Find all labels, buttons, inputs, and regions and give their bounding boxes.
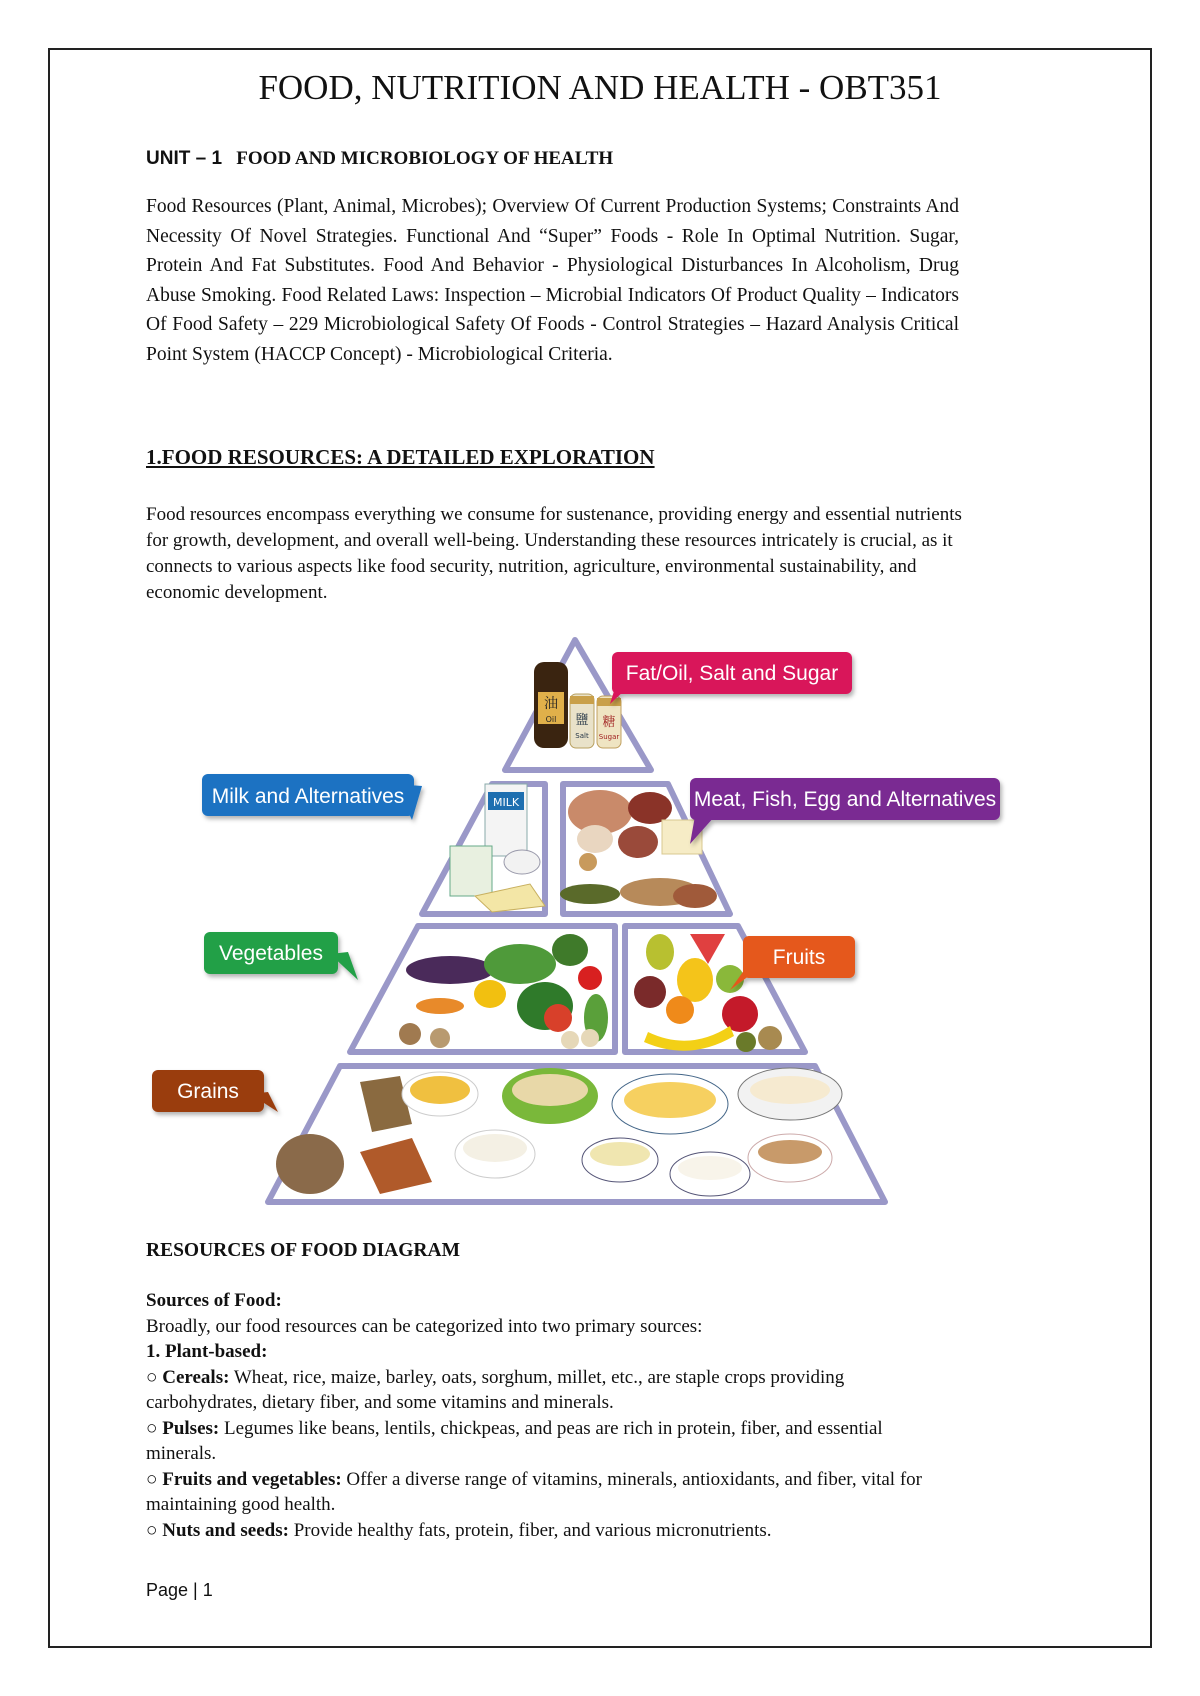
- page-footer: Page | 1: [146, 1580, 213, 1600]
- callout-milk: [202, 774, 422, 820]
- bullet-cereals: ○ Cereals: Wheat, rice, maize, barley, oats, sorghum, millet, etc., are staple crops providing carbohydrates, dietary fiber, and some vitamins and minerals.: [146, 1366, 845, 1413]
- callout-grains-label: Grains: [177, 1080, 239, 1103]
- sugar-en-mark: Sugar: [598, 733, 620, 741]
- plant-heading: 1. Plant-based:: [146, 1341, 268, 1362]
- unit-heading: [146, 148, 613, 170]
- sugar-mark: 糖: [602, 715, 616, 730]
- food-pyramid-image: [150, 634, 1060, 1214]
- salt-mark: 鹽: [575, 713, 589, 728]
- oil-mark: 油: [544, 696, 558, 712]
- unit-title: FOOD AND MICROBIOLOGY OF HEALTH: [236, 148, 614, 169]
- callout-meat-label: Meat, Fish, Egg and Alternatives: [693, 788, 997, 811]
- callout-fat-label: Fat/Oil, Salt and Sugar: [625, 662, 839, 685]
- oil-en-mark: Oil: [545, 715, 557, 724]
- salt-en-mark: Salt: [575, 732, 589, 740]
- callout-fruits-label: Fruits: [772, 946, 826, 969]
- intro-paragraph: Food resources encompass everything we consume for sustenance, providing energy and essential nutrients for growth, development, and overall well-being. Understanding these resources intricately is crucial, as it connects to various aspects like food security, nutrition, agriculture, environmental sustainability, and economic development.: [146, 504, 962, 603]
- bullet-nuts-seeds: ○ Nuts and seeds: Provide healthy fats, protein, fiber, and various micronutrients.: [146, 1519, 772, 1541]
- callout-fat: [610, 652, 852, 704]
- callout-vegetables-label: Vegetables: [219, 942, 323, 965]
- sources-intro: Broadly, our food resources can be categorized into two primary sources:: [146, 1315, 703, 1337]
- milk-mark: MILK: [492, 796, 520, 809]
- document-title: FOOD, NUTRITION AND HEALTH - OBT351: [258, 68, 942, 107]
- sources-section: [146, 1288, 946, 1543]
- bullet-fruits-vegetables: ○ Fruits and vegetables: Offer a diverse range of vitamins, minerals, antioxidants, and fiber, vital for maintaining good health.: [146, 1468, 922, 1515]
- syllabus-paragraph: Food Resources (Plant, Animal, Microbes); Overview Of Current Production Systems; Constraints And Necessity Of Novel Strategies. Functional And “Super” Foods - Role In Optimal Nutrition. Sugar, Protein And Fat Substitutes. Food And Behavior - Physiological Disturbances In Alcoholism, Drug Abuse Smoking. Food Related Laws: Inspection – Microbial Indicators Of Product Quality – Indicators Of Food Safety – 229 Microbiological Safety Of Foods - Control Strategies – Hazard Analysis Critical Point System (HACCP Concept) - Microbiological Criteria.: [146, 196, 959, 365]
- unit-number: UNIT – 1: [146, 148, 223, 169]
- callout-meat: [690, 778, 1000, 844]
- bullet-pulses: ○ Pulses: Legumes like beans, lentils, chickpeas, and peas are rich in protein, fiber, and essential minerals.: [146, 1417, 883, 1464]
- diagram-caption: RESOURCES OF FOOD DIAGRAM: [146, 1240, 460, 1261]
- sources-heading: Sources of Food:: [146, 1290, 282, 1311]
- callout-milk-label: Milk and Alternatives: [211, 785, 405, 808]
- callout-vegetables: [204, 932, 358, 980]
- callout-grains: [152, 1070, 278, 1112]
- section-heading: 1.FOOD RESOURCES: A DETAILED EXPLORATION: [146, 445, 655, 469]
